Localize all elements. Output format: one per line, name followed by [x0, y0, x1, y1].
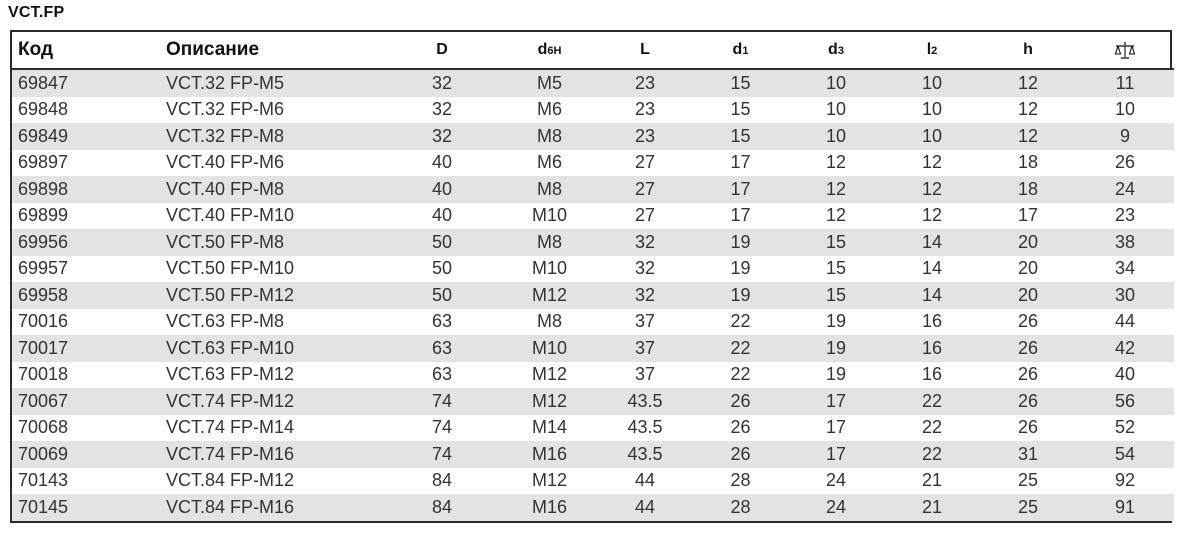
spec-table-container	[10, 30, 1172, 523]
cell-d6H: M10	[502, 256, 597, 283]
cell-l2: 12	[884, 176, 980, 203]
cell-d1: 22	[693, 335, 788, 362]
cell-d1: 26	[693, 441, 788, 468]
cell-D: 32	[382, 69, 502, 97]
cell-weight: 24	[1076, 176, 1174, 203]
cell-description: VCT.32 FP-M8	[160, 123, 382, 150]
cell-description: VCT.74 FP-M14	[160, 415, 382, 442]
cell-d6H: M16	[502, 494, 597, 521]
cell-code: 70143	[12, 468, 160, 495]
table-row	[12, 282, 1174, 309]
cell-d1: 22	[693, 309, 788, 336]
cell-weight: 52	[1076, 415, 1174, 442]
header-d1-main: d	[732, 41, 743, 58]
cell-D: 40	[382, 203, 502, 230]
cell-h: 17	[980, 203, 1076, 230]
cell-l2: 22	[884, 441, 980, 468]
cell-d3: 17	[788, 388, 884, 415]
cell-d1: 19	[693, 229, 788, 256]
cell-l2: 22	[884, 388, 980, 415]
table-row	[12, 335, 1174, 362]
cell-d6H: M10	[502, 335, 597, 362]
cell-d1: 28	[693, 494, 788, 521]
cell-h: 26	[980, 388, 1076, 415]
cell-d1: 15	[693, 69, 788, 97]
cell-weight: 9	[1076, 123, 1174, 150]
cell-weight: 34	[1076, 256, 1174, 283]
header-d1-sub: 1	[742, 45, 749, 57]
cell-d6H: M8	[502, 176, 597, 203]
table-row	[12, 69, 1174, 97]
cell-h: 20	[980, 229, 1076, 256]
cell-h: 20	[980, 282, 1076, 309]
cell-d3: 15	[788, 229, 884, 256]
cell-code: 70145	[12, 494, 160, 521]
header-code: Код	[12, 32, 160, 69]
cell-weight: 44	[1076, 309, 1174, 336]
cell-description: VCT.50 FP-M10	[160, 256, 382, 283]
table-row	[12, 309, 1174, 336]
cell-h: 18	[980, 176, 1076, 203]
cell-weight: 56	[1076, 388, 1174, 415]
cell-h: 25	[980, 494, 1076, 521]
page-title: VCT.FP	[8, 4, 65, 21]
cell-weight: 92	[1076, 468, 1174, 495]
cell-d1: 19	[693, 282, 788, 309]
table-header-row	[12, 32, 1174, 69]
cell-weight: 10	[1076, 97, 1174, 124]
cell-L: 32	[597, 256, 693, 283]
cell-l2: 10	[884, 97, 980, 124]
cell-weight: 11	[1076, 69, 1174, 97]
cell-weight: 91	[1076, 494, 1174, 521]
cell-d6H: M16	[502, 441, 597, 468]
cell-L: 44	[597, 494, 693, 521]
cell-code: 69957	[12, 256, 160, 283]
cell-D: 32	[382, 97, 502, 124]
cell-code: 70069	[12, 441, 160, 468]
cell-d1: 17	[693, 176, 788, 203]
spec-table	[12, 32, 1174, 521]
cell-L: 23	[597, 69, 693, 97]
cell-D: 50	[382, 229, 502, 256]
cell-d3: 12	[788, 150, 884, 177]
cell-D: 40	[382, 176, 502, 203]
cell-d3: 24	[788, 468, 884, 495]
cell-h: 26	[980, 335, 1076, 362]
cell-weight: 23	[1076, 203, 1174, 230]
cell-d6H: M6	[502, 150, 597, 177]
cell-l2: 12	[884, 203, 980, 230]
cell-L: 32	[597, 229, 693, 256]
cell-D: 74	[382, 441, 502, 468]
header-d6H	[502, 32, 597, 69]
cell-h: 12	[980, 69, 1076, 97]
cell-code: 69898	[12, 176, 160, 203]
cell-L: 43.5	[597, 415, 693, 442]
table-row	[12, 176, 1174, 203]
cell-d1: 17	[693, 203, 788, 230]
cell-code: 69958	[12, 282, 160, 309]
cell-code: 70016	[12, 309, 160, 336]
cell-h: 26	[980, 362, 1076, 389]
cell-L: 27	[597, 203, 693, 230]
cell-d3: 12	[788, 176, 884, 203]
table-row	[12, 388, 1174, 415]
header-description: Описание	[160, 32, 382, 69]
cell-description: VCT.63 FP-M10	[160, 335, 382, 362]
cell-d6H: M6	[502, 97, 597, 124]
cell-d1: 17	[693, 150, 788, 177]
cell-description: VCT.63 FP-M12	[160, 362, 382, 389]
header-weight	[1076, 32, 1174, 69]
table-row	[12, 256, 1174, 283]
cell-D: 50	[382, 256, 502, 283]
table-row	[12, 415, 1174, 442]
cell-D: 74	[382, 388, 502, 415]
cell-d1: 28	[693, 468, 788, 495]
cell-D: 84	[382, 468, 502, 495]
cell-description: VCT.74 FP-M16	[160, 441, 382, 468]
cell-d6H: M8	[502, 123, 597, 150]
cell-l2: 22	[884, 415, 980, 442]
cell-L: 43.5	[597, 388, 693, 415]
cell-d3: 12	[788, 203, 884, 230]
cell-h: 25	[980, 468, 1076, 495]
table-body	[12, 69, 1174, 521]
cell-L: 43.5	[597, 441, 693, 468]
header-d1	[693, 32, 788, 69]
cell-code: 69847	[12, 69, 160, 97]
table-row	[12, 150, 1174, 177]
cell-D: 63	[382, 362, 502, 389]
cell-d6H: M10	[502, 203, 597, 230]
table-row	[12, 362, 1174, 389]
cell-description: VCT.50 FP-M8	[160, 229, 382, 256]
table-row	[12, 441, 1174, 468]
cell-D: 74	[382, 415, 502, 442]
cell-h: 12	[980, 97, 1076, 124]
cell-D: 63	[382, 309, 502, 336]
cell-description: VCT.32 FP-M5	[160, 69, 382, 97]
cell-h: 20	[980, 256, 1076, 283]
header-l2-main: l	[926, 41, 932, 58]
cell-l2: 12	[884, 150, 980, 177]
cell-l2: 10	[884, 69, 980, 97]
table-row	[12, 229, 1174, 256]
cell-l2: 14	[884, 256, 980, 283]
cell-l2: 16	[884, 362, 980, 389]
header-l2-sub: 2	[931, 45, 938, 57]
cell-d1: 15	[693, 123, 788, 150]
header-d3-sub: 3	[837, 45, 844, 57]
table-row	[12, 123, 1174, 150]
header-h: h	[980, 32, 1076, 69]
cell-d6H: M12	[502, 468, 597, 495]
cell-description: VCT.74 FP-M12	[160, 388, 382, 415]
cell-L: 37	[597, 362, 693, 389]
cell-d1: 19	[693, 256, 788, 283]
table-row	[12, 97, 1174, 124]
cell-L: 37	[597, 335, 693, 362]
cell-d6H: M12	[502, 282, 597, 309]
table-row	[12, 468, 1174, 495]
cell-D: 63	[382, 335, 502, 362]
cell-l2: 16	[884, 335, 980, 362]
cell-code: 70067	[12, 388, 160, 415]
cell-d3: 19	[788, 309, 884, 336]
cell-l2: 16	[884, 309, 980, 336]
cell-d6H: M14	[502, 415, 597, 442]
cell-d3: 10	[788, 123, 884, 150]
cell-code: 69897	[12, 150, 160, 177]
cell-d1: 26	[693, 388, 788, 415]
cell-d3: 10	[788, 97, 884, 124]
cell-l2: 21	[884, 494, 980, 521]
cell-weight: 38	[1076, 229, 1174, 256]
cell-h: 26	[980, 309, 1076, 336]
cell-d6H: M8	[502, 229, 597, 256]
header-D: D	[382, 32, 502, 69]
cell-l2: 14	[884, 229, 980, 256]
cell-D: 50	[382, 282, 502, 309]
cell-h: 18	[980, 150, 1076, 177]
cell-L: 32	[597, 282, 693, 309]
cell-description: VCT.50 FP-M12	[160, 282, 382, 309]
cell-weight: 54	[1076, 441, 1174, 468]
cell-L: 44	[597, 468, 693, 495]
cell-L: 27	[597, 150, 693, 177]
cell-code: 70018	[12, 362, 160, 389]
cell-D: 40	[382, 150, 502, 177]
cell-d6H: M12	[502, 388, 597, 415]
cell-weight: 40	[1076, 362, 1174, 389]
cell-l2: 10	[884, 123, 980, 150]
cell-weight: 30	[1076, 282, 1174, 309]
cell-description: VCT.40 FP-M8	[160, 176, 382, 203]
cell-d3: 19	[788, 362, 884, 389]
cell-d1: 26	[693, 415, 788, 442]
cell-code: 70017	[12, 335, 160, 362]
cell-d3: 15	[788, 256, 884, 283]
cell-d1: 15	[693, 97, 788, 124]
header-d6H-main: d	[537, 41, 548, 58]
cell-description: VCT.63 FP-M8	[160, 309, 382, 336]
cell-D: 84	[382, 494, 502, 521]
cell-h: 26	[980, 415, 1076, 442]
cell-d6H: M12	[502, 362, 597, 389]
cell-weight: 42	[1076, 335, 1174, 362]
header-d6H-sub: 6H	[547, 45, 562, 57]
table-row	[12, 203, 1174, 230]
cell-code: 69848	[12, 97, 160, 124]
cell-code: 69849	[12, 123, 160, 150]
header-d3-main: d	[828, 41, 838, 58]
cell-description: VCT.40 FP-M6	[160, 150, 382, 177]
cell-d3: 17	[788, 415, 884, 442]
scale-icon	[1114, 41, 1136, 59]
cell-L: 27	[597, 176, 693, 203]
cell-l2: 21	[884, 468, 980, 495]
cell-code: 70068	[12, 415, 160, 442]
header-L: L	[597, 32, 693, 69]
cell-description: VCT.32 FP-M6	[160, 97, 382, 124]
cell-L: 23	[597, 97, 693, 124]
cell-d3: 24	[788, 494, 884, 521]
cell-D: 32	[382, 123, 502, 150]
header-d3	[788, 32, 884, 69]
cell-L: 37	[597, 309, 693, 336]
cell-d6H: M8	[502, 309, 597, 336]
cell-code: 69899	[12, 203, 160, 230]
cell-d3: 19	[788, 335, 884, 362]
cell-description: VCT.84 FP-M16	[160, 494, 382, 521]
cell-code: 69956	[12, 229, 160, 256]
cell-d3: 15	[788, 282, 884, 309]
cell-L: 23	[597, 123, 693, 150]
cell-h: 31	[980, 441, 1076, 468]
header-l2	[884, 32, 980, 69]
cell-d3: 17	[788, 441, 884, 468]
cell-weight: 26	[1076, 150, 1174, 177]
cell-d1: 22	[693, 362, 788, 389]
cell-description: VCT.84 FP-M12	[160, 468, 382, 495]
cell-d3: 10	[788, 69, 884, 97]
cell-l2: 14	[884, 282, 980, 309]
cell-description: VCT.40 FP-M10	[160, 203, 382, 230]
cell-h: 12	[980, 123, 1076, 150]
cell-d6H: M5	[502, 69, 597, 97]
table-row	[12, 494, 1174, 521]
